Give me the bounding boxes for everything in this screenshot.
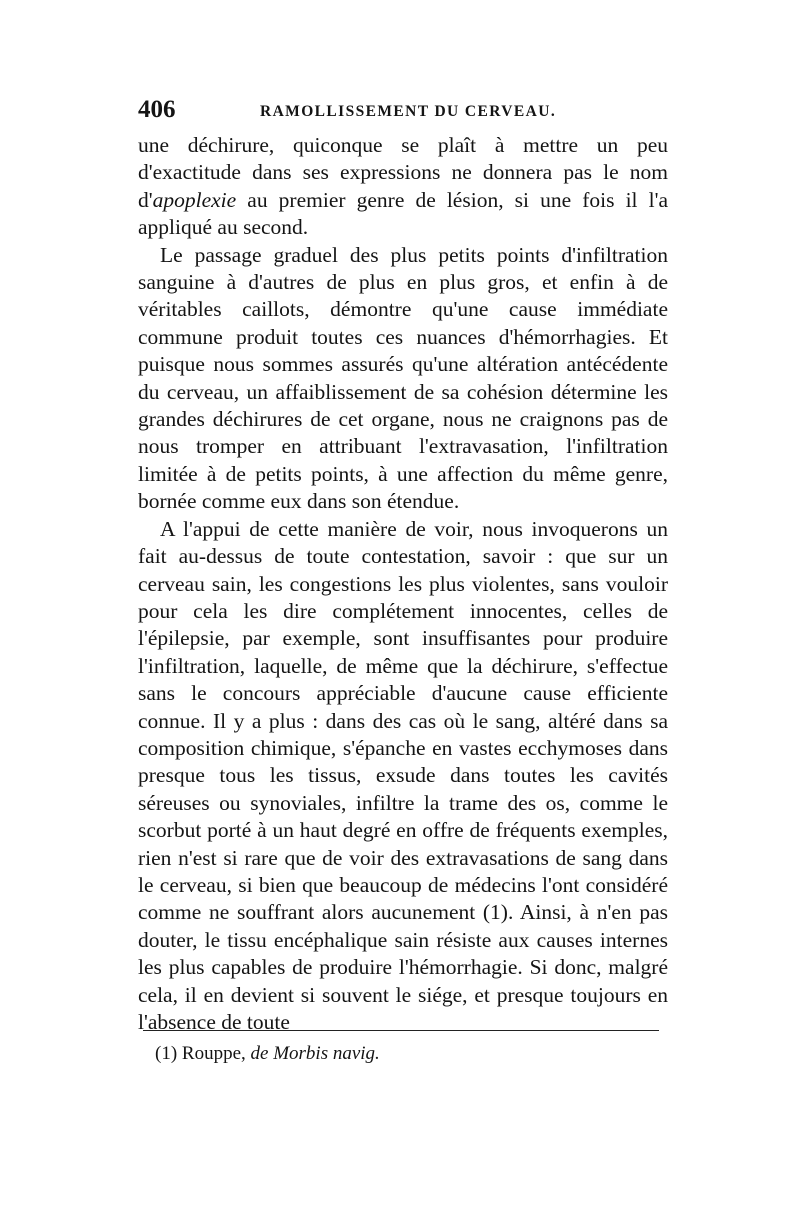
footnote-author: Rouppe,: [181, 1043, 251, 1064]
page-header: [138, 96, 666, 126]
body-text: [138, 132, 668, 1036]
paragraph-continuation: [138, 132, 668, 242]
running-head: RAMOLLISSEMENT DU CERVEAU.: [260, 103, 557, 120]
italic-term-apoplexie: apoplexie: [152, 187, 237, 212]
footnote-divider: [143, 1030, 659, 1031]
paragraph-1-text-before: une déchirure, quiconque se plaît à mettre un peu d'exactitude dans ses expressions ne donnera pas le nom d': [138, 133, 668, 212]
footnote-title: de Morbis navig.: [250, 1043, 380, 1064]
paragraph-1-text-after: au premier genre de lésion, si une fois il l'a appliqué au second.: [138, 187, 668, 240]
paragraph: Le passage graduel des plus petits points d'infiltration sanguine à d'autres de plus en plus gros, et enfin à de véritables caillots, démontre qu'une cause immédiate commune produit toutes ces nuances d'hémorrhagies. Et puisque nous sommes assurés qu'une altération antécédente du cerveau, un affaiblissement de sa cohésion détermine les grandes déchirures de cet organe, nous ne craignons pas de nous tromper en attribuant l'extravasation, l'infiltration limitée à de petits points, à une affection du même genre, bornée comme eux dans son étendue.: [138, 242, 668, 514]
footnote: [155, 1043, 380, 1065]
paragraph: A l'appui de cette manière de voir, nous invoquerons un fait au-dessus de toute contestation, savoir : que sur un cerveau sain, les congestions les plus violentes, sans vouloir pour cela les dire complétement innocentes, celles de l'épilepsie, par exemple, sont insuffisantes pour produire l'infiltration, laquelle, de même que la déchirure, s'effectue sans le concours appréciable d'aucune cause efficiente connue. Il y a plus : dans des cas où le sang, altéré dans sa composition chimique, s'épanche en vastes ecchymoses dans presque tous les tissus, exsude dans toutes les cavités séreuses ou synoviales, infiltre la trame des os, comme le scorbut porté à un haut degré en offre de fréquents exemples, rien n'est si rare que de voir des extravasations de sang dans le cerveau, si bien que beaucoup de médecins l'ont considéré comme ne souffrant alors aucunement (1). Ainsi, à n'en pas douter, le tissu encéphalique sain résiste aux causes internes les plus capables de produire l'hémorrhagie. Si donc, malgré cela, il en devient si souvent le siége, et presque toujours en l'absence de toute: [138, 516, 668, 1034]
page-number: 406: [138, 96, 176, 123]
footnote-marker: (1): [155, 1043, 178, 1064]
